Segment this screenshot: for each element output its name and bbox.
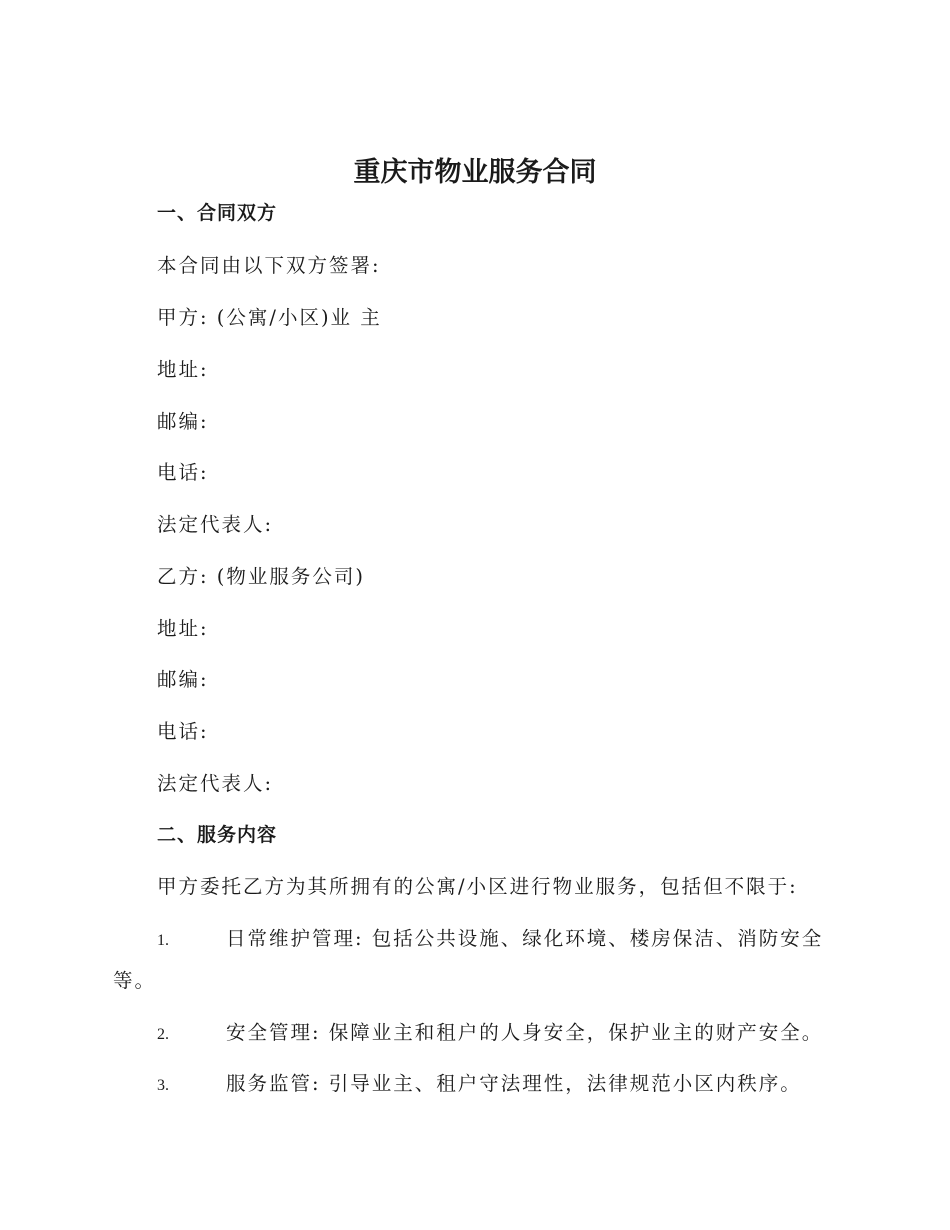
section-heading-services: 二、服务内容: [157, 824, 278, 846]
party-b-name: 乙方: (物业服务公司): [157, 565, 365, 588]
list-item-number: 1.: [157, 932, 169, 949]
document-title: 重庆市物业服务合同: [353, 157, 597, 188]
list-item-text: 安全管理: 保障业主和租户的人身安全，保护业主的财产安全。: [226, 1021, 824, 1044]
parties-intro: 本合同由以下双方签署:: [157, 254, 381, 277]
list-item: [157, 1017, 823, 1045]
list-item-continuation: 等。: [113, 969, 157, 992]
section-heading-parties: 一、合同双方: [157, 202, 278, 224]
party-a-phone: 电话:: [157, 461, 209, 484]
services-intro: 甲方委托乙方为其所拥有的公寓/小区进行物业服务，包括但不限于:: [157, 875, 798, 898]
list-item-text: 日常维护管理: 包括公共设施、绿化环境、楼房保洁、消防安全: [226, 927, 824, 950]
party-b-representative: 法定代表人:: [157, 772, 274, 795]
party-b-postcode: 邮编:: [157, 668, 209, 691]
party-b-phone: 电话:: [157, 720, 209, 743]
party-a-name: 甲方: (公寓/小区)业 主: [157, 306, 382, 329]
list-item-number: 3.: [157, 1077, 169, 1094]
party-a-address: 地址:: [157, 358, 209, 381]
party-a-postcode: 邮编:: [157, 410, 209, 433]
party-a-representative: 法定代表人:: [157, 513, 274, 536]
list-item-text: 服务监管: 引导业主、租户守法理性，法律规范小区内秩序。: [226, 1072, 802, 1095]
list-item: [157, 923, 823, 951]
list-item: [157, 1068, 802, 1096]
list-item-number: 2.: [157, 1026, 169, 1043]
party-b-address: 地址:: [157, 617, 209, 640]
